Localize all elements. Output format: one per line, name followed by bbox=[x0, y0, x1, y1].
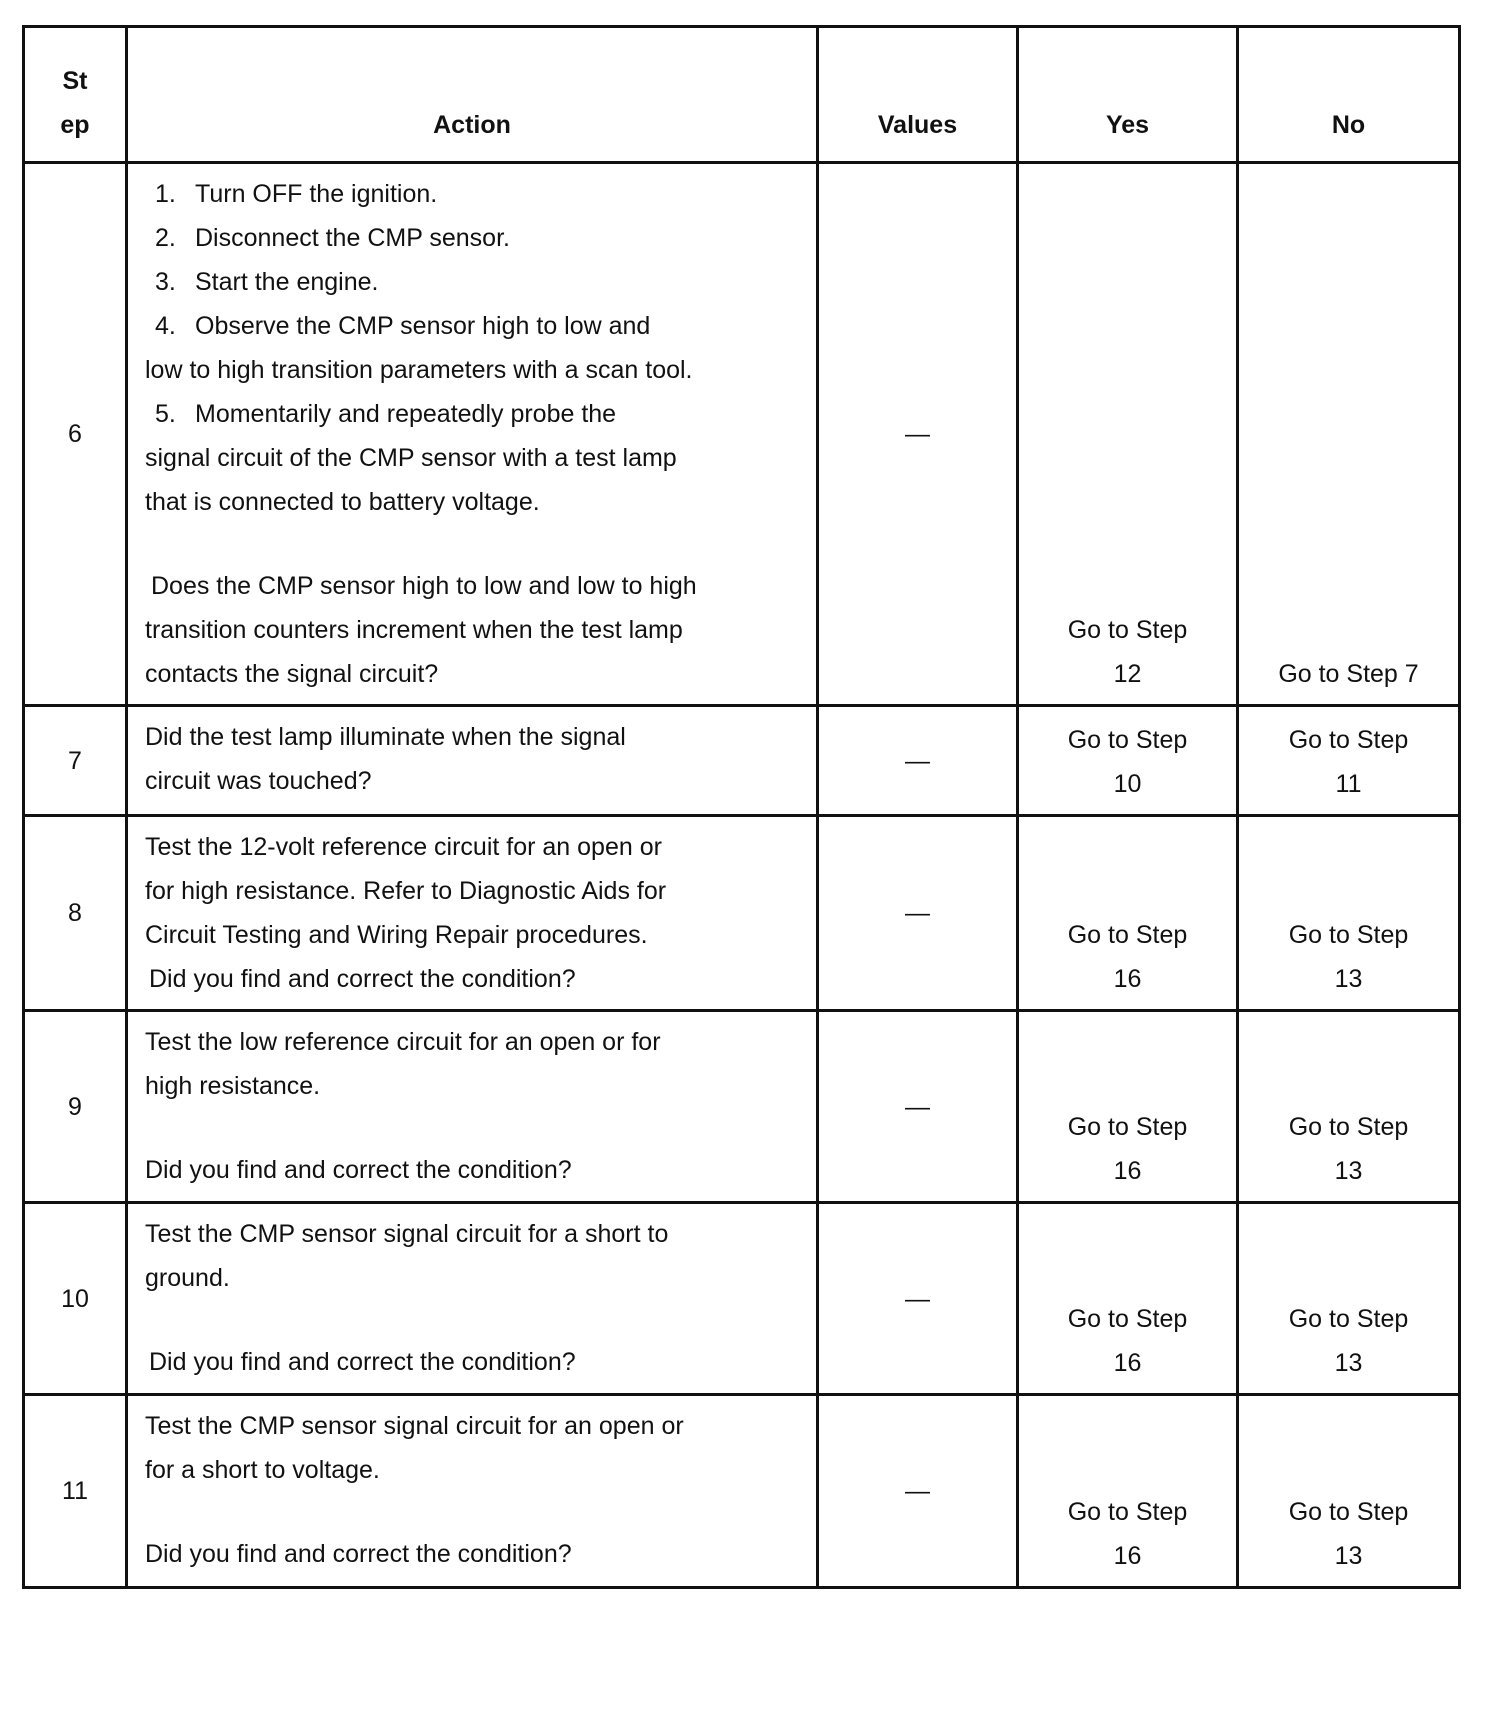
yes-cell bbox=[1018, 163, 1238, 706]
action-item-continuation: low to high transition parameters with a scan tool. bbox=[145, 356, 693, 384]
no-cell bbox=[1238, 706, 1460, 816]
yes-cell bbox=[1018, 706, 1238, 816]
step-number: 6 bbox=[24, 163, 127, 706]
values-cell: — bbox=[818, 706, 1018, 816]
no-cell bbox=[1238, 1203, 1460, 1395]
header-row bbox=[24, 27, 1460, 163]
yes-step-number: 16 bbox=[1113, 1349, 1142, 1377]
header-yes: Yes bbox=[1018, 27, 1238, 163]
action-text: Test the low reference circuit for an open or for bbox=[145, 1028, 661, 1056]
yes-step-number: 16 bbox=[1113, 965, 1142, 993]
action-text: Test the 12-volt reference circuit for an open or bbox=[145, 833, 662, 861]
header-step-line1: St bbox=[62, 67, 88, 95]
action-text: circuit was touched? bbox=[145, 767, 372, 795]
values-cell: — bbox=[818, 1011, 1018, 1203]
action-text: high resistance. bbox=[145, 1072, 321, 1100]
no-link-text: Go to Step 7 bbox=[1278, 660, 1419, 688]
no-cell bbox=[1238, 1395, 1460, 1588]
action-item: 1. Turn OFF the ignition. bbox=[155, 180, 438, 208]
yes-link-text: Go to Step bbox=[1067, 1113, 1188, 1141]
action-cell bbox=[127, 1011, 818, 1203]
action-item-continuation: signal circuit of the CMP sensor with a test lamp bbox=[145, 444, 677, 472]
action-text: Did the test lamp illuminate when the signal bbox=[145, 723, 626, 751]
diagnostic-table bbox=[22, 25, 1461, 1589]
step-number: 7 bbox=[24, 706, 127, 816]
action-cell bbox=[127, 1203, 818, 1395]
yes-cell bbox=[1018, 1011, 1238, 1203]
action-text: for high resistance. Refer to Diagnostic Aids for bbox=[145, 877, 667, 905]
yes-link-text: Go to Step bbox=[1067, 921, 1188, 949]
action-item: 2. Disconnect the CMP sensor. bbox=[155, 224, 510, 252]
no-cell bbox=[1238, 1011, 1460, 1203]
table-row-step-8 bbox=[24, 816, 1460, 1011]
action-text: Test the CMP sensor signal circuit for a short to bbox=[145, 1220, 669, 1248]
no-cell bbox=[1238, 163, 1460, 706]
header-values: Values bbox=[818, 27, 1018, 163]
table-row-step-6 bbox=[24, 163, 1460, 706]
action-item-continuation: that is connected to battery voltage. bbox=[145, 488, 540, 516]
action-question: Did you find and correct the condition? bbox=[149, 965, 576, 993]
no-link-text: Go to Step bbox=[1288, 1498, 1409, 1526]
no-cell bbox=[1238, 816, 1460, 1011]
no-step-number: 13 bbox=[1334, 1542, 1363, 1570]
no-step-number: 11 bbox=[1335, 770, 1362, 798]
yes-link-text: Go to Step bbox=[1067, 1498, 1188, 1526]
yes-link-text: Go to Step bbox=[1067, 1305, 1188, 1333]
action-question: Did you find and correct the condition? bbox=[145, 1156, 572, 1184]
yes-cell bbox=[1018, 816, 1238, 1011]
action-item: 4. Observe the CMP sensor high to low and bbox=[155, 312, 651, 340]
no-link-text: Go to Step bbox=[1288, 921, 1409, 949]
values-cell: — bbox=[818, 816, 1018, 1011]
action-question: transition counters increment when the test lamp bbox=[145, 616, 683, 644]
no-link-text: Go to Step bbox=[1288, 1305, 1409, 1333]
yes-step-number: 16 bbox=[1113, 1157, 1142, 1185]
no-link-text: Go to Step bbox=[1288, 726, 1409, 754]
action-cell bbox=[127, 706, 818, 816]
yes-link-text: Go to Step bbox=[1067, 616, 1188, 644]
table-row-step-7 bbox=[24, 706, 1460, 816]
yes-cell bbox=[1018, 1395, 1238, 1588]
action-item: 5. Momentarily and repeatedly probe the bbox=[155, 400, 617, 428]
action-text: ground. bbox=[145, 1264, 230, 1292]
action-text: for a short to voltage. bbox=[145, 1456, 380, 1484]
yes-step-number: 12 bbox=[1113, 660, 1142, 688]
step-number: 8 bbox=[24, 816, 127, 1011]
header-action: Action bbox=[127, 27, 818, 163]
no-step-number: 13 bbox=[1334, 965, 1363, 993]
header-step bbox=[24, 27, 127, 163]
action-cell bbox=[127, 163, 818, 706]
action-cell bbox=[127, 816, 818, 1011]
yes-step-number: 16 bbox=[1113, 1542, 1142, 1570]
action-question: Does the CMP sensor high to low and low to high bbox=[151, 572, 697, 600]
table-row-step-10 bbox=[24, 1203, 1460, 1395]
step-number: 10 bbox=[24, 1203, 127, 1395]
table-row-step-9 bbox=[24, 1011, 1460, 1203]
step-number: 9 bbox=[24, 1011, 127, 1203]
action-question: Did you find and correct the condition? bbox=[149, 1348, 576, 1376]
values-cell: — bbox=[818, 1395, 1018, 1588]
step-number: 11 bbox=[24, 1395, 127, 1588]
yes-cell bbox=[1018, 1203, 1238, 1395]
header-no: No bbox=[1238, 27, 1460, 163]
action-cell bbox=[127, 1395, 818, 1588]
no-link-text: Go to Step bbox=[1288, 1113, 1409, 1141]
values-cell: — bbox=[818, 1203, 1018, 1395]
table-row-step-11 bbox=[24, 1395, 1460, 1588]
action-text: Test the CMP sensor signal circuit for an open or bbox=[145, 1412, 684, 1440]
no-step-number: 13 bbox=[1334, 1349, 1363, 1377]
action-item: 3. Start the engine. bbox=[155, 268, 379, 296]
values-cell: — bbox=[818, 163, 1018, 706]
action-question: Did you find and correct the condition? bbox=[145, 1540, 572, 1568]
header-step-line2: ep bbox=[60, 111, 90, 139]
yes-step-number: 10 bbox=[1113, 770, 1142, 798]
no-step-number: 13 bbox=[1334, 1157, 1363, 1185]
action-text: Circuit Testing and Wiring Repair procedures. bbox=[145, 921, 648, 949]
action-question: contacts the signal circuit? bbox=[145, 660, 439, 688]
yes-link-text: Go to Step bbox=[1067, 726, 1188, 754]
